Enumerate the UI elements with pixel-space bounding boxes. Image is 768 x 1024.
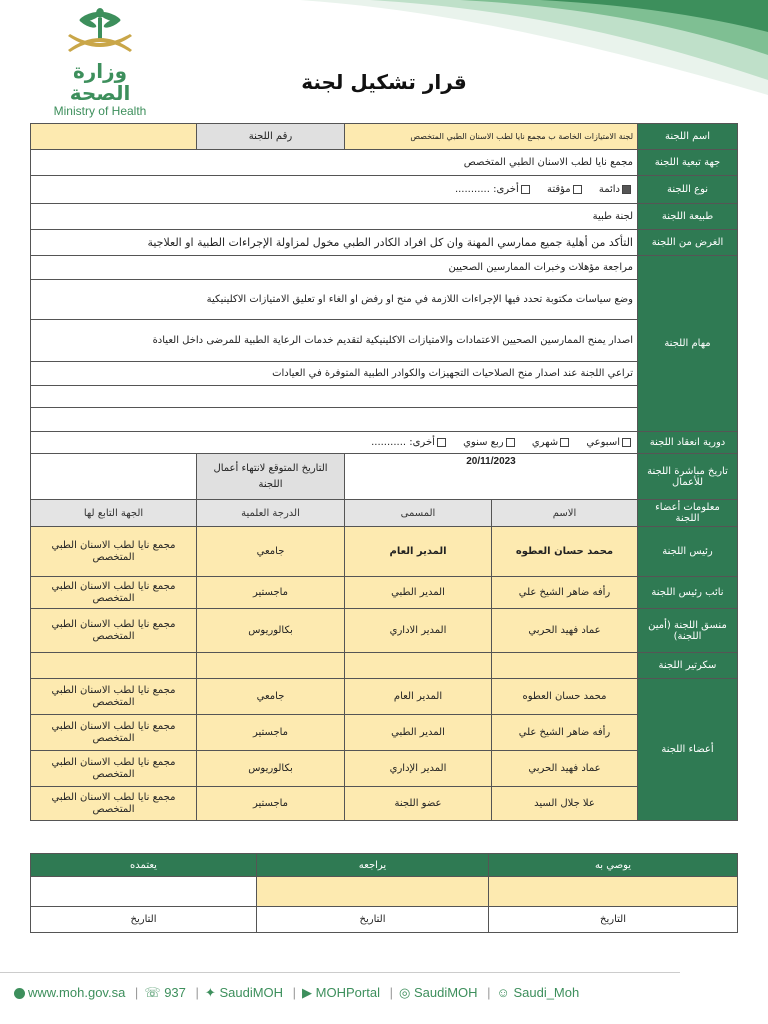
youtube-handle[interactable]: MOHPortal — [315, 985, 380, 1000]
member-degree: جامعي — [197, 679, 345, 715]
approval-table — [30, 853, 738, 933]
phone-icon: ☏ — [144, 985, 161, 1000]
tasks-label: مهام اللجنة — [638, 256, 738, 432]
reviewed-by-date[interactable]: التاريخ — [257, 907, 489, 933]
frequency-option-other[interactable]: أخرى: ........... — [371, 437, 448, 448]
committee-number-value[interactable] — [31, 124, 197, 150]
member-title[interactable] — [345, 653, 492, 679]
member-title: عضو اللجنة — [345, 787, 492, 821]
approved-by-signature[interactable] — [31, 877, 257, 907]
checkbox-icon — [437, 438, 446, 447]
snapchat-handle[interactable]: Saudi_Moh — [513, 985, 580, 1000]
start-date-label: تاريخ مباشرة اللجنة للأعمال — [638, 454, 738, 500]
member-title: المدير الاداري — [345, 609, 492, 653]
recommended-by-date[interactable]: التاريخ — [489, 907, 738, 933]
frequency-option-monthly[interactable]: شهري — [532, 437, 571, 448]
twitter-icon: ✦ — [204, 985, 216, 1000]
table-row — [31, 715, 738, 751]
task-item: اصدار يمنح الممارسين الصحيين الاعتمادات والامتيازات الاكلينيكية لتقديم خدمات الرعاية الطبية للمرضى داخل العيادة — [31, 320, 638, 362]
member-title: المدير العام — [345, 679, 492, 715]
recommended-by-signature[interactable] — [489, 877, 738, 907]
member-title: المدير الإداري — [345, 751, 492, 787]
member-degree: بكالوريوس — [197, 609, 345, 653]
task-item-empty[interactable] — [31, 386, 638, 408]
frequency-option-quarterly[interactable]: ربع سنوي — [463, 437, 517, 448]
ministry-logo — [40, 8, 160, 118]
secretary-label: سكرتير اللجنة — [638, 653, 738, 679]
col-header-degree: الدرجة العلمية — [197, 500, 345, 527]
footer-divider — [0, 972, 680, 973]
member-name: محمد حسان العطوه — [492, 527, 638, 577]
member-entity: مجمع نايا لطب الاسنان الطبي المتخصص — [31, 609, 197, 653]
start-date-value: 20/11/2023 — [345, 454, 638, 500]
globe-icon — [14, 988, 25, 999]
col-header-name: الاسم — [492, 500, 638, 527]
member-entity: مجمع نايا لطب الاسنان الطبي المتخصص — [31, 751, 197, 787]
nature-label: طبيعة اللجنة — [638, 204, 738, 230]
task-item: وضع سياسات مكتوبة تحدد فيها الإجراءات اللازمة في منح او رفض او الغاء او تعليق الامتيازات الاكلينيكية — [31, 280, 638, 320]
reviewed-by-signature[interactable] — [257, 877, 489, 907]
phone-number[interactable]: 937 — [164, 985, 186, 1000]
col-header-title: المسمى — [345, 500, 492, 527]
frequency-option-weekly[interactable]: اسبوعي — [586, 437, 633, 448]
member-entity: مجمع نايا لطب الاسنان الطبي المتخصص — [31, 787, 197, 821]
task-item: مراجعة مؤهلات وخبرات الممارسين الصحيين — [31, 256, 638, 280]
document-title: قرار تشكيل لجنة — [301, 70, 467, 94]
member-entity: مجمع نايا لطب الاسنان الطبي المتخصص — [31, 527, 197, 577]
frequency-options — [31, 432, 638, 454]
members-label: أعضاء اللجنة — [638, 679, 738, 821]
type-label: نوع اللجنة — [638, 176, 738, 204]
col-header-entity: الجهة التابع لها — [31, 500, 197, 527]
type-options — [31, 176, 638, 204]
approved-by-header: يعتمده — [31, 854, 257, 877]
member-degree: بكالوريوس — [197, 751, 345, 787]
committee-name-label: اسم اللجنة — [638, 124, 738, 150]
instagram-icon: ◎ — [398, 985, 411, 1000]
type-option-other[interactable]: أخرى: ........... — [455, 184, 532, 195]
member-degree: ماجستير — [197, 787, 345, 821]
website-link[interactable]: www.moh.gov.sa — [28, 985, 126, 1000]
member-entity: مجمع نايا لطب الاسنان الطبي المتخصص — [31, 679, 197, 715]
checkbox-icon — [521, 185, 530, 194]
committee-number-label: رقم اللجنة — [197, 124, 345, 150]
member-name[interactable] — [492, 653, 638, 679]
member-name: عماد فهيد الحربي — [492, 751, 638, 787]
member-name: علا جلال السيد — [492, 787, 638, 821]
table-row — [31, 787, 738, 821]
table-row — [31, 527, 738, 577]
purpose-label: الغرض من اللجنة — [638, 230, 738, 256]
member-entity: مجمع نايا لطب الاسنان الطبي المتخصص — [31, 577, 197, 609]
type-option-permanent[interactable]: دائمة — [599, 184, 633, 195]
logo-english-text: Ministry of Health — [53, 104, 147, 118]
member-title: المدير الطبي — [345, 577, 492, 609]
approved-by-date[interactable]: التاريخ — [31, 907, 257, 933]
reviewed-by-header: يراجعه — [257, 854, 489, 877]
member-entity[interactable] — [31, 653, 197, 679]
member-degree[interactable] — [197, 653, 345, 679]
type-option-temporary[interactable]: مؤقتة — [547, 184, 584, 195]
member-name: محمد حسان العطوه — [492, 679, 638, 715]
table-row — [31, 751, 738, 787]
task-item-empty[interactable] — [31, 408, 638, 432]
logo-arabic-text: وزارة الصحة — [69, 59, 131, 105]
purpose-value: التأكد من أهلية جميع ممارسي المهنة وان كل افراد الكادر الطبي مخول لمزاولة الإجراءات الطبية او العلاجية — [31, 230, 638, 256]
chair-label: رئيس اللجنة — [638, 527, 738, 577]
vice-chair-label: نائب رئيس اللجنة — [638, 577, 738, 609]
member-degree: ماجستير — [197, 715, 345, 751]
snapchat-icon: ☺ — [496, 985, 510, 1000]
table-row — [31, 679, 738, 715]
member-name: رأفه ضاهر الشيخ علي — [492, 577, 638, 609]
footer-contacts: www.moh.gov.sa | ☏ 937 | ✦ SaudiMOH | ▶ MOHPortal | ◎ SaudiMOH | ☺ Saudi_Moh — [14, 985, 754, 1001]
end-date-value[interactable] — [31, 454, 197, 500]
committee-name-value: لجنة الامتيازات الخاصة ب مجمع نايا لطب الاسنان الطبي المتخصص — [345, 124, 638, 150]
table-row — [31, 609, 738, 653]
affiliation-value: مجمع نايا لطب الاسنان الطبي المتخصص — [31, 150, 638, 176]
table-row — [31, 577, 738, 609]
recommended-by-header: يوصي به — [489, 854, 738, 877]
member-entity: مجمع نايا لطب الاسنان الطبي المتخصص — [31, 715, 197, 751]
coordinator-label: منسق اللجنة (أمين اللجنة) — [638, 609, 738, 653]
affiliation-label: جهة تبعية اللجنة — [638, 150, 738, 176]
checkbox-icon — [573, 185, 582, 194]
member-degree: ماجستير — [197, 577, 345, 609]
twitter-handle[interactable]: SaudiMOH — [219, 985, 284, 1000]
frequency-label: دورية انعقاد اللجنة — [638, 432, 738, 454]
palm-swords-emblem-icon — [60, 8, 140, 56]
member-title: المدير الطبي — [345, 715, 492, 751]
instagram-handle[interactable]: SaudiMOH — [413, 985, 478, 1000]
checkbox-icon — [506, 438, 515, 447]
youtube-icon: ▶ — [302, 985, 313, 1000]
member-name: عماد فهيد الحربي — [492, 609, 638, 653]
nature-value: لجنة طبية — [31, 204, 638, 230]
members-section-label: معلومات أعضاء اللجنة — [638, 500, 738, 527]
committee-form-table — [30, 123, 738, 821]
member-name: رأفه ضاهر الشيخ علي — [492, 715, 638, 751]
checkbox-icon — [622, 438, 631, 447]
checkbox-icon — [560, 438, 569, 447]
task-item: تراعي اللجنة عند اصدار منح الصلاحيات التجهيزات والكوادر الطبية المتوفرة في العيادات — [31, 362, 638, 386]
member-title: المدير العام — [345, 527, 492, 577]
member-degree: جامعي — [197, 527, 345, 577]
table-row — [31, 653, 738, 679]
checkbox-checked-icon — [622, 185, 631, 194]
end-date-label: التاريخ المتوقع لانتهاء أعمال اللجنة — [197, 454, 345, 500]
